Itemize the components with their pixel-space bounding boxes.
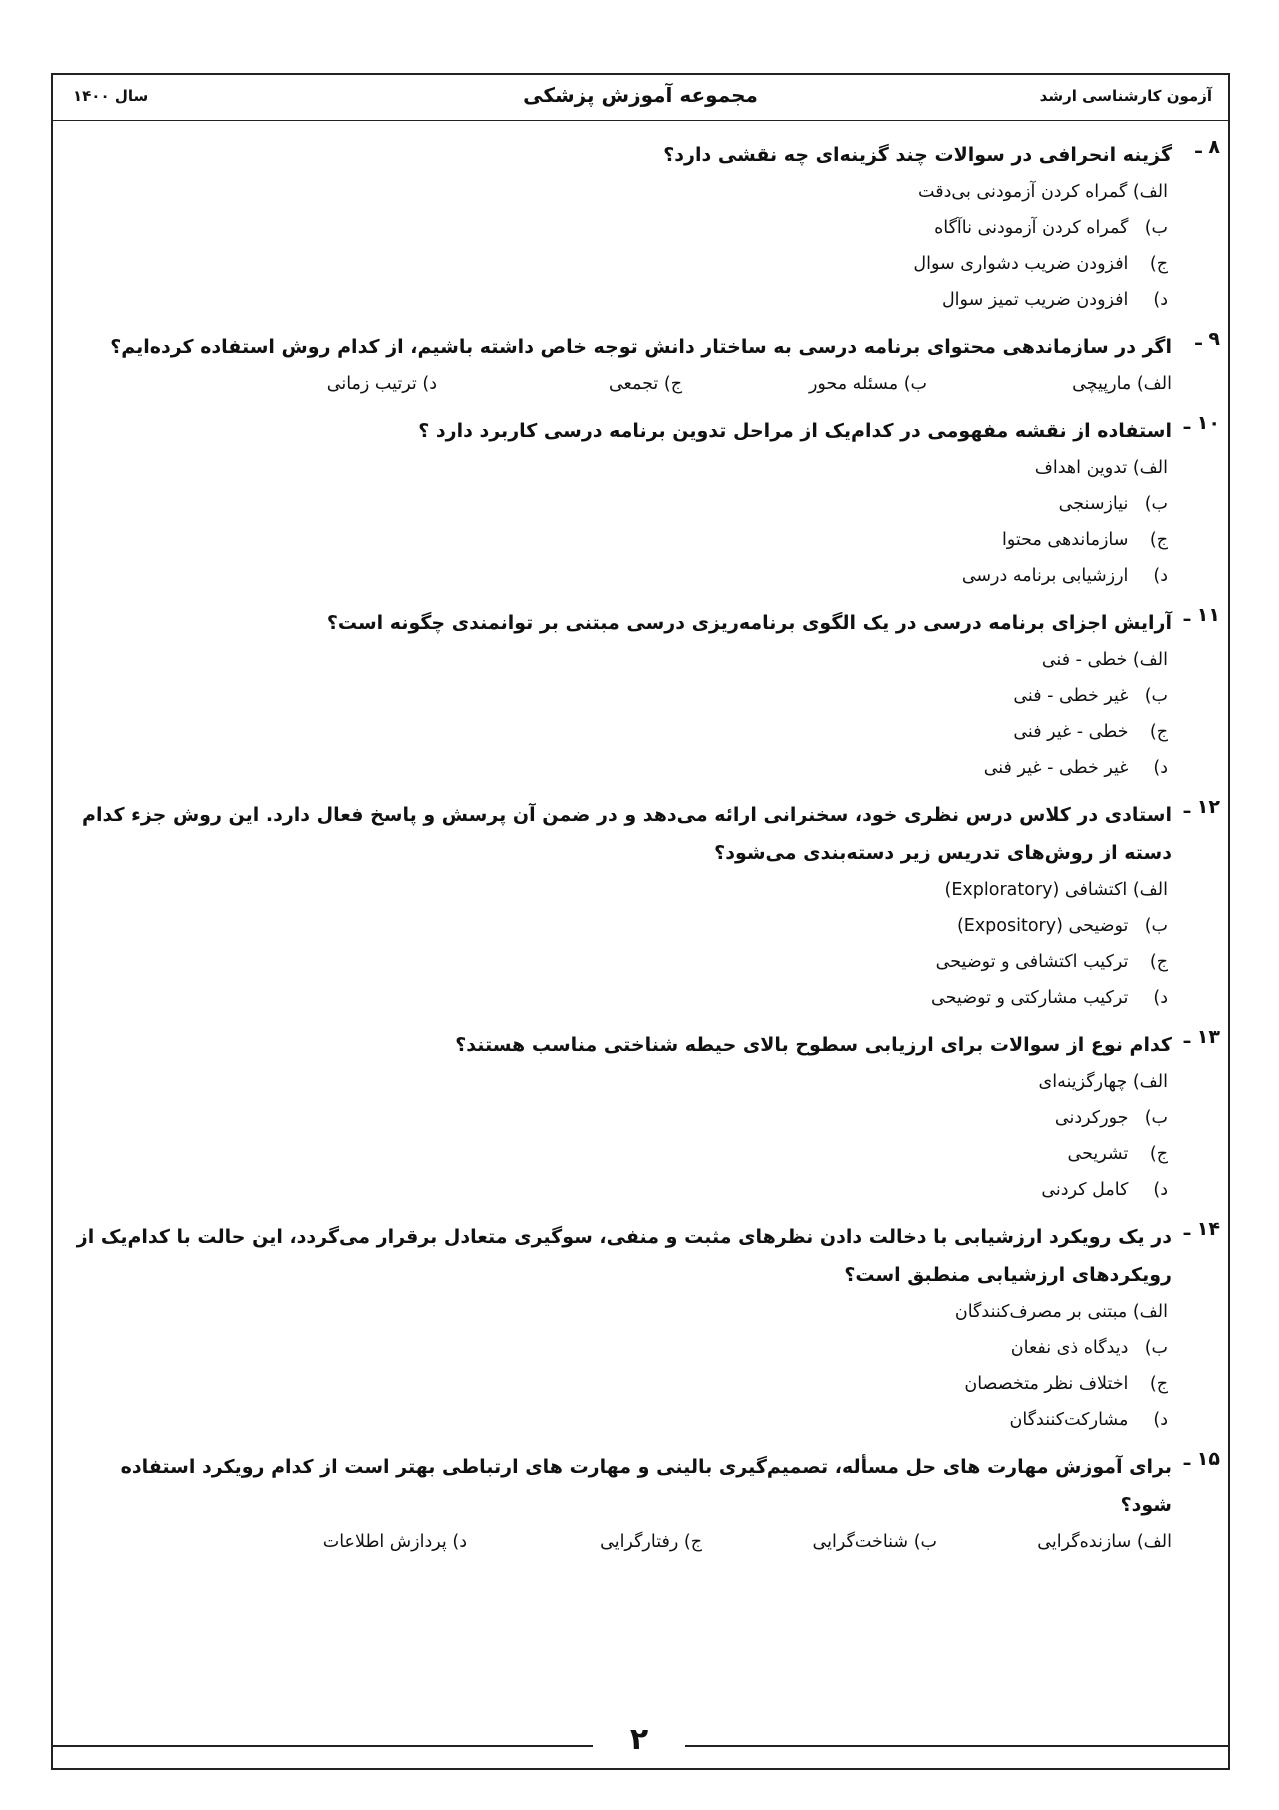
option-label: د) (1153, 758, 1168, 778)
option-label: الف) (1132, 1072, 1168, 1092)
answer-option (70, 1064, 1168, 1100)
answer-option (70, 1100, 1168, 1136)
answer-option (192, 366, 437, 402)
option-text: شناخت‌گرایی (812, 1532, 909, 1552)
answer-option (702, 1524, 937, 1560)
question-text: برای آموزش مهارت های حل مسأله، تصمیم‌گیری بالینی و مهارت های ارتباطی بهتر است از کدام رویکرد استفاده شود؟ (120, 1456, 1172, 1516)
option-text: پردازش اطلاعات (322, 1532, 447, 1552)
question-number: ۱۳ ـ (1183, 1026, 1220, 1048)
option-label: الف) (1132, 458, 1168, 478)
answer-option (927, 366, 1172, 402)
answer-option (70, 980, 1168, 1016)
option-text: مسئله محور (808, 374, 899, 394)
option-text: توضیحی (Expository) (956, 916, 1129, 936)
option-text: ارزشیابی برنامه درسی (961, 566, 1129, 586)
option-label: ج) (1149, 952, 1168, 972)
answer-option (70, 1330, 1168, 1366)
answer-option (70, 486, 1168, 522)
option-label: ب) (1144, 1338, 1168, 1358)
answer-option (937, 1524, 1172, 1560)
option-list (70, 1524, 1172, 1560)
option-text: غیر خطی - فنی (1013, 686, 1129, 706)
question-number: ۹ ـ (1195, 328, 1220, 350)
exam-year: سال ۱۴۰۰ (73, 87, 149, 105)
option-text: مبتنی بر مصرف‌کنندگان (954, 1302, 1128, 1322)
question-text: در یک رویکرد ارزشیابی با دخالت دادن نظرهای مثبت و منفی، سوگیری متعادل برقرار می‌گردد، این حالت با کدام‌یک از رویکردهای ارزشیابی منطبق است؟ (76, 1226, 1172, 1286)
question-item (70, 1448, 1220, 1560)
answer-option (70, 558, 1168, 594)
option-label: ج) (663, 374, 682, 394)
option-text: سازماندهی محتوا (1001, 530, 1129, 550)
question-item (70, 412, 1220, 594)
question-text: استادی در کلاس درس نظری خود، سخنرانی ارائه می‌دهد و در ضمن آن پرسش و پاسخ فعال دارد. این روش جزء کدام دسته از روش‌های تدریس زیر دسته‌بندی می‌شود؟ (82, 804, 1172, 864)
answer-option (70, 714, 1168, 750)
option-label: ب) (1144, 218, 1168, 238)
question-number: ۱۲ ـ (1183, 796, 1220, 818)
answer-option (70, 908, 1168, 944)
option-text: غیر خطی - غیر فنی (983, 758, 1129, 778)
option-text: تجمعی (608, 374, 659, 394)
option-label: الف) (1136, 374, 1172, 394)
option-text: افزودن ضریب دشواری سوال (913, 254, 1129, 274)
answer-option (70, 1366, 1168, 1402)
option-label: ج) (1149, 530, 1168, 550)
option-text: گمراه کردن آزمودنی بی‌دقت (918, 182, 1128, 202)
option-text: مارپیچی (1072, 374, 1132, 394)
option-label: ج) (1149, 1144, 1168, 1164)
answer-option (70, 1402, 1168, 1438)
option-text: چهارگزینه‌ای (1038, 1072, 1128, 1092)
option-label: ج) (683, 1532, 702, 1552)
option-label: د) (422, 374, 437, 394)
option-text: سازنده‌گرایی (1037, 1532, 1132, 1552)
option-text: کامل کردنی (1041, 1180, 1129, 1200)
option-label: ب) (913, 1532, 937, 1552)
answer-option (437, 366, 682, 402)
answer-option (70, 210, 1168, 246)
option-text: ترکیب مشارکتی و توضیحی (931, 988, 1129, 1008)
option-label: الف) (1132, 880, 1168, 900)
option-text: مشارکت‌کنندگان (1009, 1410, 1129, 1430)
answer-option (70, 642, 1168, 678)
answer-option (467, 1524, 702, 1560)
option-list (70, 1294, 1172, 1438)
question-text: گزینه انحرافی در سوالات چند گزینه‌ای چه نقشی دارد؟ (663, 144, 1172, 166)
question-number: ۱۰ ـ (1183, 412, 1220, 434)
option-list (70, 872, 1172, 1016)
option-text: ترتیب زمانی (326, 374, 417, 394)
page-header (51, 73, 1230, 121)
answer-option (70, 678, 1168, 714)
option-label: ب) (1144, 916, 1168, 936)
question-text: اگر در سازماندهی محتوای برنامه درسی به ساختار دانش توجه خاص داشته باشیم، از کدام روش استفاده کرده‌ایم؟ (110, 336, 1172, 358)
answer-option (70, 522, 1168, 558)
option-label: د) (1153, 1180, 1168, 1200)
option-text: ترکیب اکتشافی و توضیحی (935, 952, 1129, 972)
question-text: استفاده از نقشه مفهومی در کدام‌یک از مراحل تدوین برنامه درسی کاربرد دارد ؟ (418, 420, 1172, 442)
question-item (70, 1026, 1220, 1208)
option-label: ب) (903, 374, 927, 394)
option-text: دیدگاه ذی نفعان (1010, 1338, 1129, 1358)
question-item (70, 1218, 1220, 1438)
question-list (70, 136, 1220, 1570)
option-list (70, 450, 1172, 594)
question-item (70, 796, 1220, 1016)
option-label: الف) (1132, 650, 1168, 670)
question-item (70, 136, 1220, 318)
footer-divider-left (53, 1745, 593, 1747)
option-text: اکتشافی (Exploratory) (944, 880, 1128, 900)
option-label: الف) (1136, 1532, 1172, 1552)
answer-option (70, 450, 1168, 486)
option-text: جورکردنی (1054, 1108, 1129, 1128)
answer-option (70, 944, 1168, 980)
option-text: تدوین اهداف (1034, 458, 1128, 478)
option-label: الف) (1132, 1302, 1168, 1322)
option-label: ج) (1149, 1374, 1168, 1394)
option-list (70, 642, 1172, 786)
option-label: د) (1153, 566, 1168, 586)
exam-title: آزمون کارشناسی ارشد (1039, 87, 1212, 105)
question-number: ۱۴ ـ (1183, 1218, 1220, 1240)
page-number: ۲ (629, 1722, 649, 1757)
collection-title: مجموعه آموزش پزشکی (523, 83, 758, 107)
answer-option (70, 282, 1168, 318)
question-text: کدام نوع از سوالات برای ارزیابی سطوح بالای حیطه شناختی مناسب هستند؟ (455, 1034, 1172, 1056)
option-label: ب) (1144, 686, 1168, 706)
question-number: ۸ ـ (1195, 136, 1220, 158)
question-item (70, 328, 1220, 402)
option-list (70, 1064, 1172, 1208)
answer-option (70, 1172, 1168, 1208)
question-number: ۱۵ ـ (1183, 1448, 1220, 1470)
option-list (70, 174, 1172, 318)
option-label: ج) (1149, 254, 1168, 274)
option-label: ب) (1144, 494, 1168, 514)
option-text: افزودن ضریب تمیز سوال (941, 290, 1129, 310)
answer-option (70, 174, 1168, 210)
answer-option (232, 1524, 467, 1560)
answer-option (70, 872, 1168, 908)
option-label: ج) (1149, 722, 1168, 742)
option-label: ب) (1144, 1108, 1168, 1128)
option-text: نیازسنجی (1058, 494, 1129, 514)
question-number: ۱۱ ـ (1183, 604, 1220, 626)
option-text: رفتارگرایی (600, 1532, 679, 1552)
option-text: گمراه کردن آزمودنی ناآگاه (934, 218, 1129, 238)
option-text: اختلاف نظر متخصصان (964, 1374, 1129, 1394)
answer-option (682, 366, 927, 402)
option-text: خطی - غیر فنی (1013, 722, 1129, 742)
option-text: خطی - فنی (1041, 650, 1128, 670)
answer-option (70, 246, 1168, 282)
question-text: آرایش اجزای برنامه درسی در یک الگوی برنامه‌ریزی درسی مبتنی بر توانمندی چگونه است؟ (326, 612, 1172, 634)
answer-option (70, 1294, 1168, 1330)
option-label: د) (1153, 290, 1168, 310)
option-label: الف) (1132, 182, 1168, 202)
option-list (70, 366, 1172, 402)
question-item (70, 604, 1220, 786)
footer-divider-right (685, 1745, 1228, 1747)
option-label: د) (1153, 988, 1168, 1008)
answer-option (70, 750, 1168, 786)
answer-option (70, 1136, 1168, 1172)
option-text: تشریحی (1067, 1144, 1129, 1164)
option-label: د) (1153, 1410, 1168, 1430)
option-label: د) (452, 1532, 467, 1552)
